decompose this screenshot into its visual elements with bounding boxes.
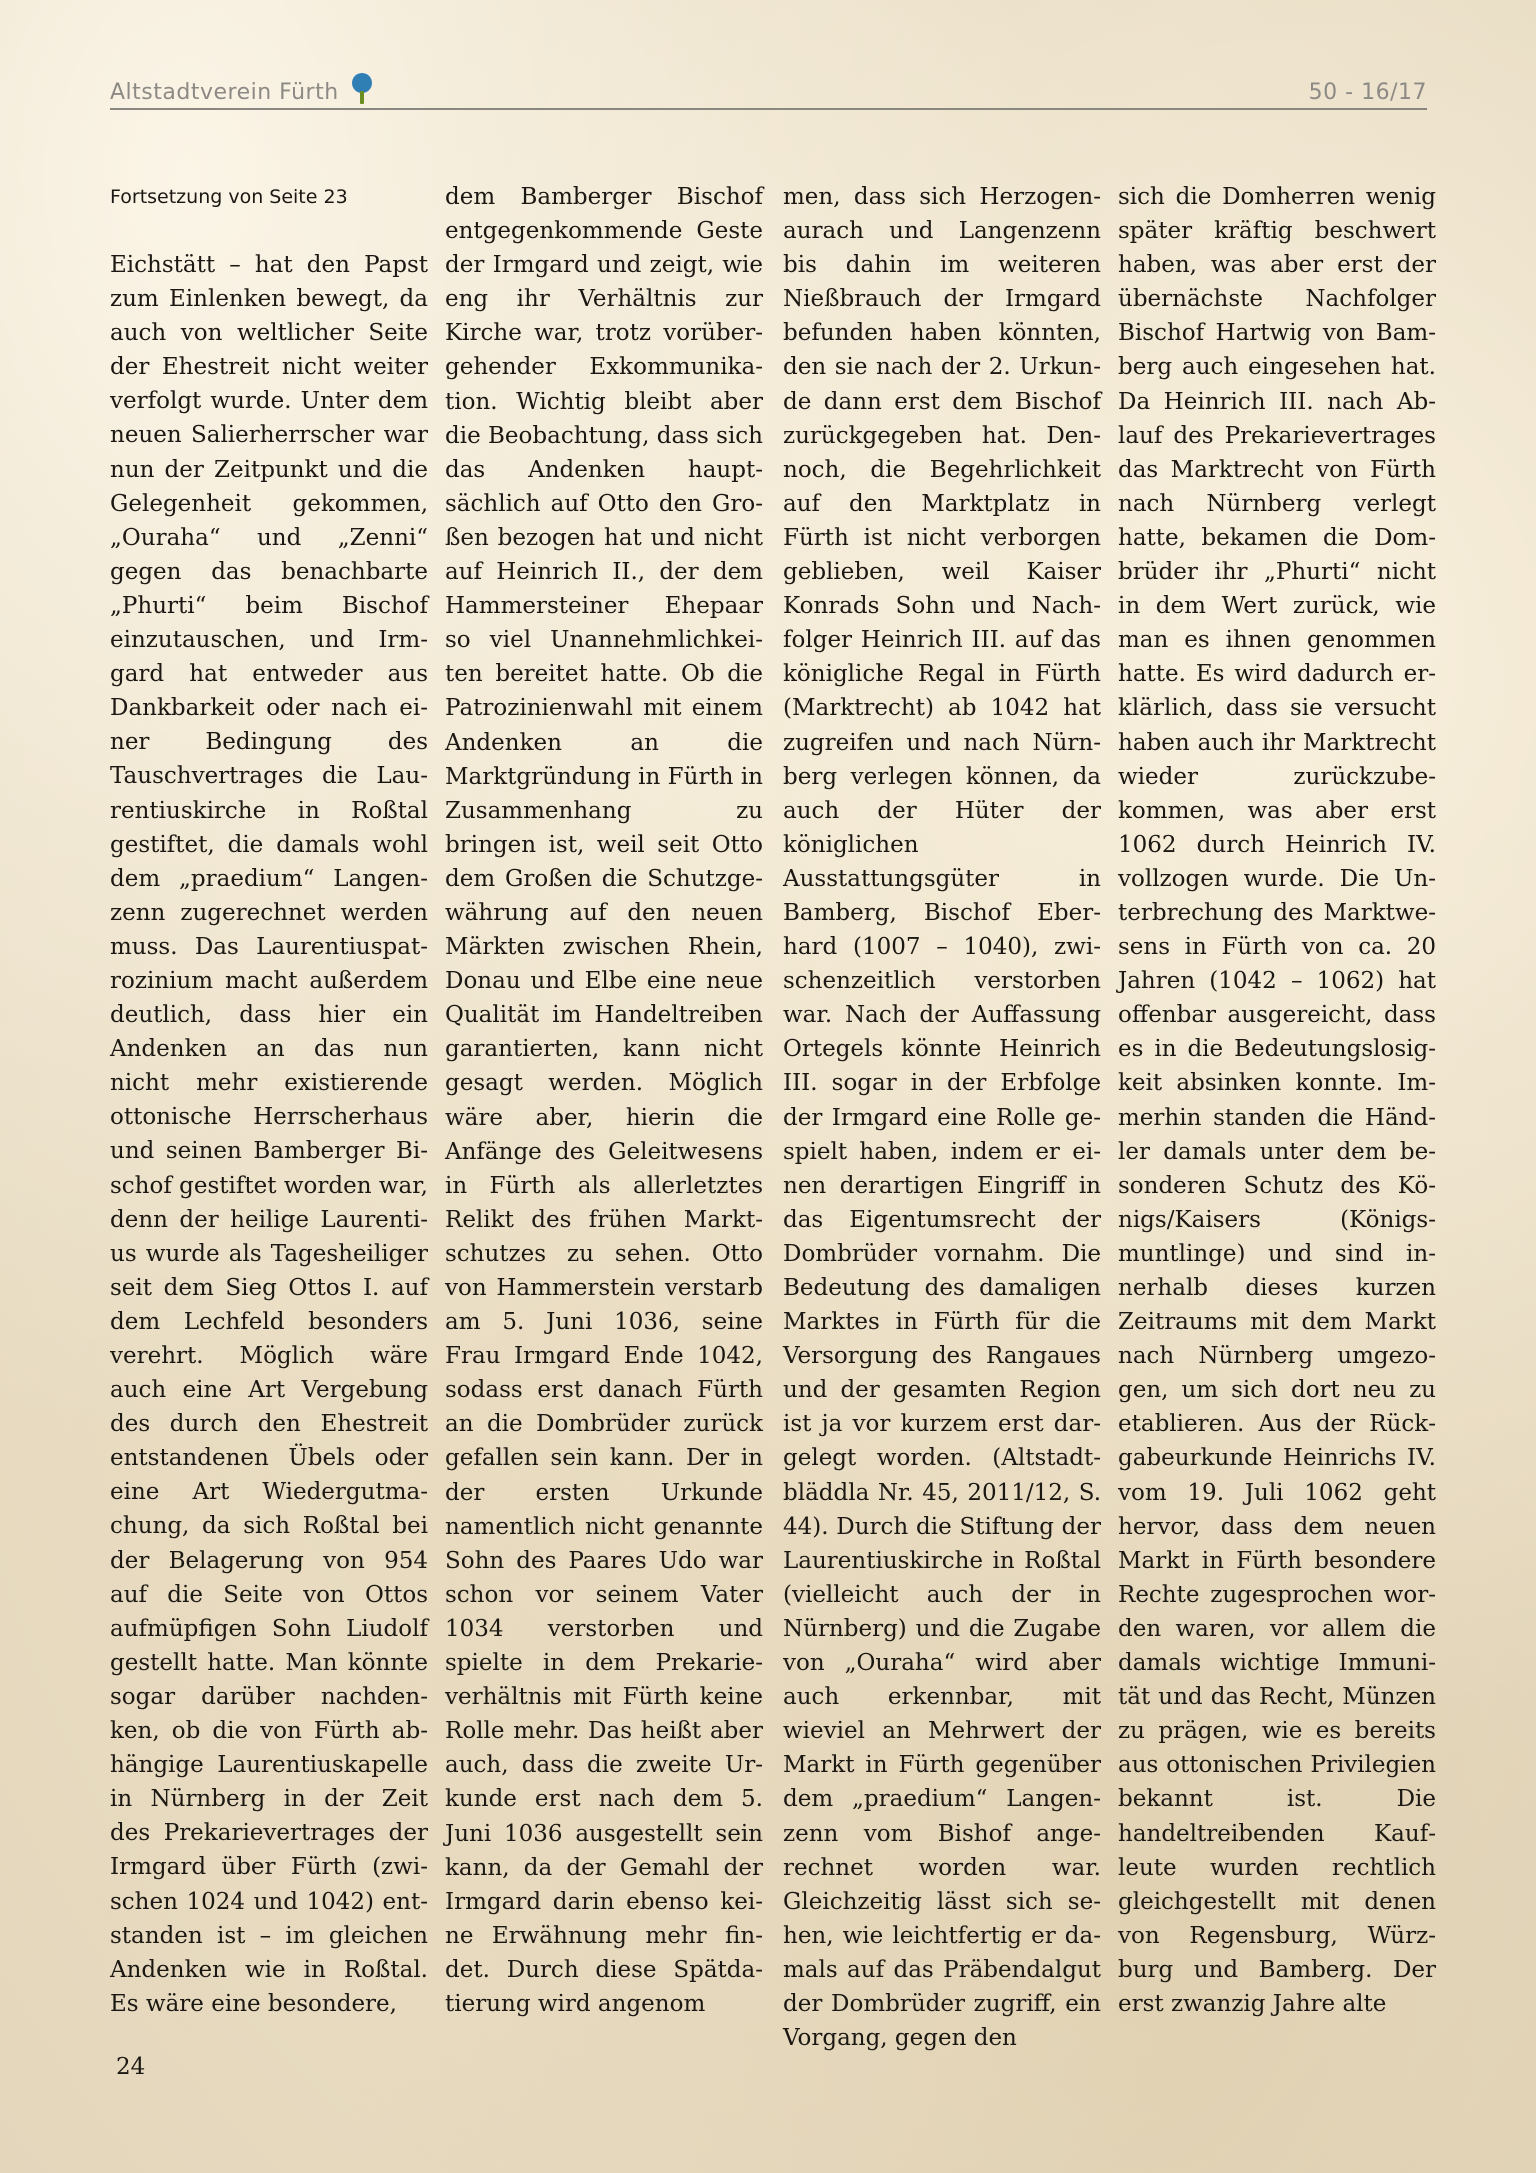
column-text: men, dass sich Herzogenaurach und Langenzenn bis dahin im weiteren Nießbrauch der Irmgard befunden haben könnten, den sie nach der 2. Urkunde dann erst dem Bischof zurückgegeben hat. Dennoch, die Begehrlichkeit auf den Marktplatz in Fürth ist nicht verborgen geblieben, weil Kaiser Konrads Sohn und Nachfolger Heinrich III. auf das königliche Regal in Fürth (Marktrecht) ab 1042 hat zugreifen und nach Nürnberg verlegen können, da auch der Hüter der königlichen Ausstattungsgüter in Bamberg, Bischof Eberhard (1007 – 1040), zwischenzeitlich verstorben war. Nach der Auffassung Ortegels könnte Heinrich III. sogar in der Erbfolge der Irmgard eine Rolle gespielt haben, indem er einen derartigen Eingriff in das Eigentumsrecht der Dombrüder vornahm. Die Bedeutung des damaligen Marktes in Fürth für die Versorgung des Rangaues und der gesamten Region ist ja vor kurzem erst dargelegt worden. (Altstadtbläddla Nr. 45, 2011/12, S. 44). Durch die Stiftung der Laurentiuskirche in Roßtal (vielleicht auch der in Nürnberg) und die Zugabe von „Ouraha“ wird aber auch erkennbar, mit wieviel an Mehrwert der Markt in Fürth gegenüber dem „praedium“ Langenzenn vom Bishof angerechnet worden war. Gleichzeitig lässt sich sehen, wie leichtfertig er damals auf das Präbendalgut der Dombrüder zugriff, ein Vorgang, gegen den xyxy=(783,184,1101,2052)
tree-icon xyxy=(347,72,377,106)
header-issue: 50 - 16/17 xyxy=(1308,80,1427,105)
header-divider xyxy=(110,108,1427,110)
column-text: dem Bamberger Bischof entgegenkommende Geste der Irmgard und zeigt, wie eng ihr Verhältnis zur Kirche war, trotz vorübergehender Exkommunikation. Wichtig bleibt aber die Beobachtung, dass sich das Andenken hauptsächlich auf Otto den Großen bezogen hat und nicht auf Heinrich II., der dem Hammersteiner Ehepaar so viel Unannehmlichkeiten bereitet hatte. Ob die Patrozinienwahl mit einem Andenken an die Marktgründung in Fürth in Zusammenhang zu bringen ist, weil seit Otto dem Großen die Schutzgewährung auf den neuen Märkten zwischen Rhein, Donau und Elbe eine neue Qualität im Handeltreiben garantierten, kann nicht gesagt werden. Möglich wäre aber, hierin die Anfänge des Geleitwesens in Fürth als allerletztes Relikt des frühen Marktschutzes zu sehen. Otto von Hammerstein verstarb am 5. Juni 1036, seine Frau Irmgard Ende 1042, sodass erst danach Fürth an die Dombrüder zurück gefallen sein kann. Der in der ersten Urkunde namentlich nicht genannte Sohn des Paares Udo war schon vor seinem Vater 1034 verstorben und spielte in dem Prekarieverhältnis mit Fürth keine Rolle mehr. Das heißt aber auch, dass die zweite Urkunde erst nach dem 5. Juni 1036 ausgestellt sein kann, da der Gemahl der Irmgard darin ebenso keine Erwähnung mehr findet. Durch diese Spätdatierung wird angenom xyxy=(445,184,763,2017)
article-column-4 xyxy=(1118,180,1436,2021)
column-text: sich die Domherren wenig später kräftig beschwert haben, was aber erst der übernächste Nachfolger Bischof Hartwig von Bamberg auch eingesehen hat. Da Heinrich III. nach Ablauf des Prekarievertrages das Marktrecht von Fürth nach Nürnberg verlegt hatte, bekamen die Dombrüder ihr „Phurti“ nicht in dem Wert zurück, wie man es ihnen genommen hatte. Es wird dadurch erklärlich, dass sie versucht haben auch ihr Marktrecht wieder zurückzubekommen, was aber erst 1062 durch Heinrich IV. vollzogen wurde. Die Unterbrechung des Marktwesens in Fürth von ca. 20 Jahren (1042 – 1062) hat offenbar ausgereicht, dass es in die Bedeutungslosigkeit absinken konnte. Immerhin standen die Händler damals unter dem besonderen Schutz des Königs/Kaisers (Königsmuntlinge) und sind innerhalb dieses kurzen Zeitraums mit dem Markt nach Nürnberg umgezogen, um sich dort neu zu etablieren. Aus der Rückgabeurkunde Heinrichs IV. vom 19. Juli 1062 geht hervor, dass dem neuen Markt in Fürth besondere Rechte zugesprochen worden waren, vor allem die damals wichtige Immunität und das Recht, Münzen zu prägen, wie es bereits aus ottonischen Privilegien bekannt ist. Die handeltreibenden Kaufleute wurden rechtlich gleichgestellt mit denen von Regensburg, Würzburg und Bamberg. Der erst zwanzig Jahre alte xyxy=(1118,184,1436,2017)
article-body xyxy=(110,180,1436,2052)
article-column-3 xyxy=(783,180,1101,2055)
page-header xyxy=(110,78,1427,112)
article-column-1 xyxy=(110,180,428,2021)
header-title: Altstadtverein Fürth xyxy=(110,80,339,105)
article-column-2 xyxy=(445,180,763,2021)
continuation-note: Fortsetzung von Seite 23 xyxy=(110,186,348,208)
page-number: 24 xyxy=(116,2054,146,2080)
column-text: Eichstätt – hat den Papst zum Einlenken bewegt, da auch von weltlicher Seite der Ehestreit nicht weiter verfolgt wurde. Unter dem neuen Salierherrscher war nun der Zeitpunkt und die Gelegenheit gekommen, „Ouraha“ und „Zenni“ gegen das benachbarte „Phurti“ beim Bischof einzutauschen, und Irmgard hat entweder aus Dankbarkeit oder nach einer Bedingung des Tauschvertrages die Laurentiuskirche in Roßtal gestiftet, die damals wohl dem „praedium“ Langenzenn zugerechnet werden muss. Das Laurentiuspatrozinium macht außerdem deutlich, dass hier ein Andenken an das nun nicht mehr existierende ottonische Herrscherhaus und seinen Bamberger Bischof gestiftet worden war, denn der heilige Laurentius wurde als Tagesheiliger seit dem Sieg Ottos I. auf dem Lechfeld besonders verehrt. Möglich wäre auch eine Art Vergebung des durch den Ehestreit entstandenen Übels oder eine Art Wiedergutmachung, da sich Roßtal bei der Belagerung von 954 auf die Seite von Ottos aufmüpfigen Sohn Liudolf gestellt hatte. Man könnte sogar darüber nachdenken, ob die von Fürth abhängige Laurentiuskapelle in Nürnberg in der Zeit des Prekarievertrages der Irmgard über Fürth (zwischen 1024 und 1042) entstanden ist – im gleichen Andenken wie in Roßtal. Es wäre eine besondere, xyxy=(110,252,428,2017)
